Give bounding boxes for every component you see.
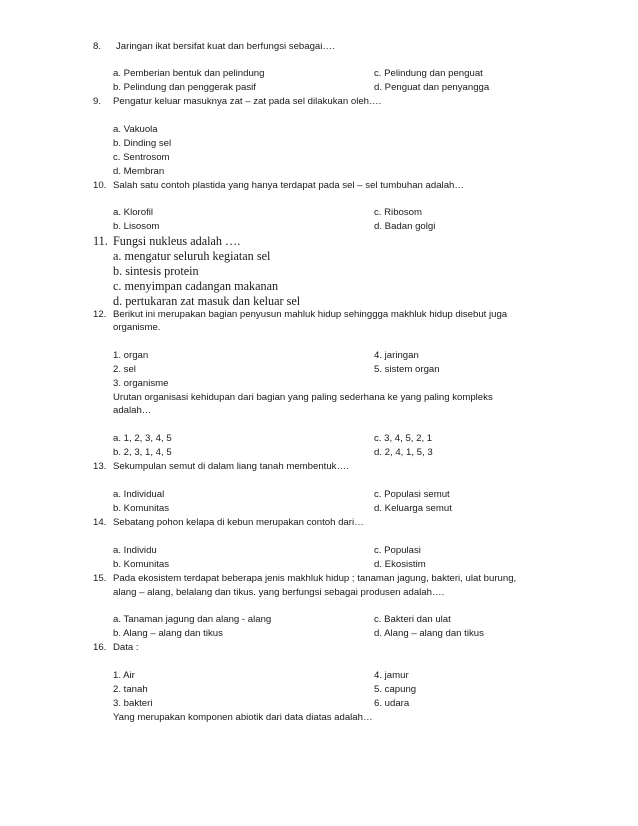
question-16-item-3: 3. bakteri xyxy=(113,698,153,709)
question-10-text: Salah satu contoh plastida yang hanya terdapat pada sel – sel tumbuhan adalah… xyxy=(113,180,464,191)
question-13-option-c: c. Populasi semut xyxy=(374,489,450,500)
question-16-item-2: 2. tanah xyxy=(113,684,148,695)
question-14-text: Sebatang pohon kelapa di kebun merupakan contoh dari… xyxy=(113,517,364,528)
question-16-item-6: 6. udara xyxy=(374,698,410,709)
question-8-option-c: c. Pelindung dan penguat xyxy=(374,68,483,79)
question-15-option-a: a. Tanaman jagung dan alang - alang xyxy=(113,614,272,625)
question-13-number: 13. xyxy=(93,461,107,472)
question-13-option-b: b. Komunitas xyxy=(113,503,169,514)
question-9-option-c: c. Sentrosom xyxy=(113,152,170,163)
question-10-option-a: a. Klorofil xyxy=(113,207,153,218)
question-12-text-line-3: Urutan organisasi kehidupan dari bagian yang paling sederhana ke yang paling kompleks xyxy=(113,392,493,403)
question-12-item-4: 4. jaringan xyxy=(374,350,419,361)
question-11-option-a: a. mengatur seluruh kegiatan sel xyxy=(113,249,271,263)
question-15-option-d: d. Alang – alang dan tikus xyxy=(374,628,484,639)
question-9-option-a: a. Vakuola xyxy=(113,124,158,135)
question-12-number: 12. xyxy=(93,309,107,320)
question-15-option-b: b. Alang – alang dan tikus xyxy=(113,628,223,639)
question-12-item-2: 2. sel xyxy=(113,364,136,375)
question-11-option-b: b. sintesis protein xyxy=(113,264,199,278)
question-12-option-b: b. 2, 3, 1, 4, 5 xyxy=(113,447,172,458)
question-9-text: Pengatur keluar masuknya zat – zat pada sel dilakukan oleh…. xyxy=(113,96,382,107)
question-10-option-b: b. Lisosom xyxy=(113,221,160,232)
question-16-item-1: 1. Air xyxy=(113,670,135,681)
question-10-option-c: c. Ribosom xyxy=(374,207,422,218)
question-12-option-c: c. 3, 4, 5, 2, 1 xyxy=(374,433,433,444)
question-14-option-d: d. Ekosistim xyxy=(374,559,426,570)
question-13-text: Sekumpulan semut di dalam liang tanah membentuk…. xyxy=(113,461,349,472)
question-9-option-d: d. Membran xyxy=(113,166,165,177)
question-11-text: Fungsi nukleus adalah …. xyxy=(113,234,241,248)
question-16-text-line-3: Yang merupakan komponen abiotik dari data diatas adalah… xyxy=(113,712,373,723)
question-12-item-5: 5. sistem organ xyxy=(374,364,440,375)
question-12-text-line-4: adalah… xyxy=(113,405,152,416)
question-12-item-1: 1. organ xyxy=(113,350,149,361)
question-12-text-line-2: organisme. xyxy=(113,322,161,333)
question-12-text-line-1: Berikut ini merupakan bagian penyusun mahluk hidup sehinggga makhluk hidup disebut juga xyxy=(113,309,508,320)
question-13-option-a: a. Individual xyxy=(113,489,165,500)
question-9-option-b: b. Dinding sel xyxy=(113,138,172,149)
question-8-option-d: d. Penguat dan penyangga xyxy=(374,82,490,93)
question-11-option-d: d. pertukaran zat masuk dan keluar sel xyxy=(113,294,301,308)
question-15-number: 15. xyxy=(93,573,107,584)
question-13-option-d: d. Keluarga semut xyxy=(374,503,452,514)
question-8-text: Jaringan ikat bersifat kuat dan berfungsi sebagai…. xyxy=(116,41,335,52)
question-16-number: 16. xyxy=(93,642,107,653)
question-16-item-5: 5. capung xyxy=(374,684,417,695)
question-11-option-c: c. menyimpan cadangan makanan xyxy=(113,279,279,293)
question-8-option-b: b. Pelindung dan penggerak pasif xyxy=(113,82,256,93)
question-12-option-d: d. 2, 4, 1, 5, 3 xyxy=(374,447,433,458)
question-11-number: 11. xyxy=(93,234,108,248)
question-14-option-b: b. Komunitas xyxy=(113,559,169,570)
question-14-option-a: a. Individu xyxy=(113,545,157,556)
question-15-text-line-2: alang – alang, belalang dan tikus. yang berfungsi sebagai produsen adalah…. xyxy=(113,587,445,598)
question-12-option-a: a. 1, 2, 3, 4, 5 xyxy=(113,433,172,444)
question-15-text-line-1: Pada ekosistem terdapat beberapa jenis makhluk hidup ; tanaman jagung, bakteri, ulat burung, xyxy=(113,573,517,584)
question-10-number: 10. xyxy=(93,180,107,191)
question-16-item-4: 4. jamur xyxy=(374,670,409,681)
question-14-number: 14. xyxy=(93,517,107,528)
question-14-option-c: c. Populasi xyxy=(374,545,421,556)
question-9-number: 9. xyxy=(93,96,102,107)
question-10-option-d: d. Badan golgi xyxy=(374,221,436,232)
question-8-option-a: a. Pemberian bentuk dan pelindung xyxy=(113,68,265,79)
question-15-option-c: c. Bakteri dan ulat xyxy=(374,614,451,625)
question-12-item-3: 3. organisme xyxy=(113,378,169,389)
question-16-text: Data : xyxy=(113,642,139,653)
question-8-number: 8. xyxy=(93,41,102,52)
